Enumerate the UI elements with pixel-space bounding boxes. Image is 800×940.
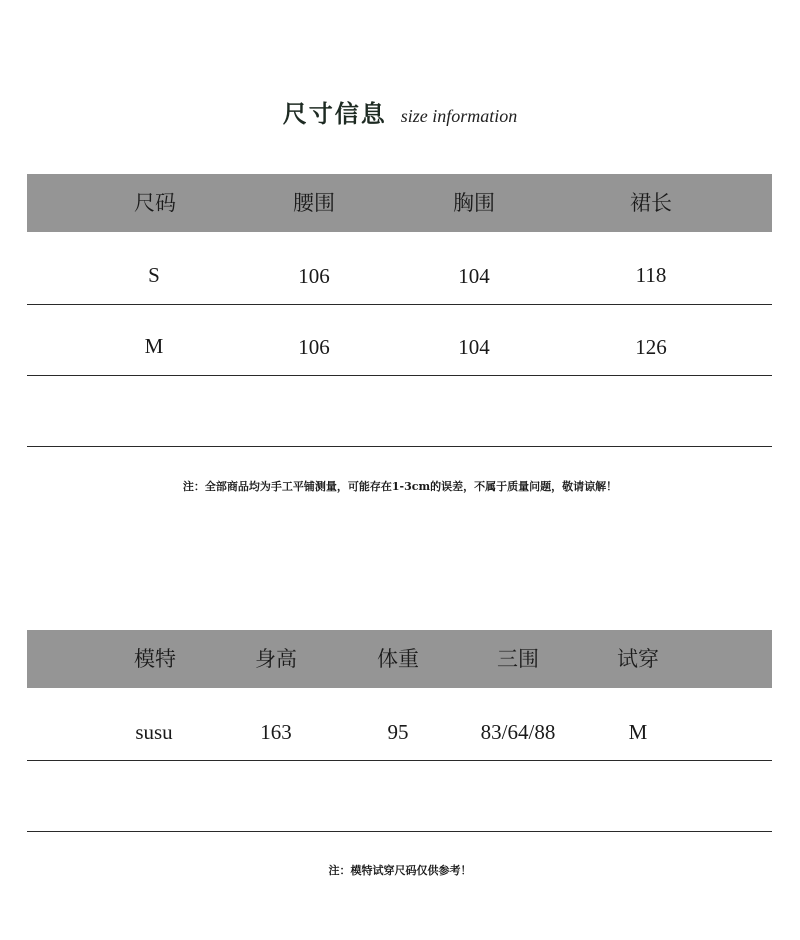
model-header-cell: 体重 — [377, 647, 419, 671]
size-cell: S — [148, 263, 160, 287]
size-header-cell: 腰围 — [293, 191, 335, 215]
model-cell: susu — [135, 720, 173, 744]
model-header-cell: 模特 — [134, 647, 176, 671]
size-cell: 106 — [298, 335, 330, 359]
size-note: 注：全部商品均为手工平铺测量，可能存在1-3cm的误差，不属于质量问题，敬请谅解！ — [182, 480, 618, 493]
size-cell: 126 — [635, 335, 667, 359]
model-cell: 83/64/88 — [480, 720, 556, 744]
size-cell: 106 — [298, 264, 330, 288]
size-cell: 104 — [458, 264, 490, 288]
model-header-cell: 试穿 — [617, 647, 659, 671]
size-table-row — [27, 234, 772, 305]
page-title — [0, 94, 800, 129]
model-cell: 163 — [260, 720, 292, 744]
model-cell: 95 — [387, 720, 409, 744]
model-header-cell: 身高 — [255, 647, 297, 671]
model-table-header — [27, 630, 772, 688]
size-table-empty-row — [27, 376, 772, 447]
title-english: size information — [400, 106, 518, 126]
model-table-row — [27, 690, 772, 761]
size-cell: 118 — [635, 263, 667, 287]
model-table-empty-row — [27, 761, 772, 832]
size-header-cell: 尺码 — [134, 191, 176, 215]
model-cell: M — [628, 720, 648, 744]
size-cell: 104 — [458, 335, 490, 359]
title-chinese: 尺寸信息 — [282, 99, 387, 128]
model-header-cell: 三围 — [497, 647, 539, 671]
size-table-header — [27, 174, 772, 232]
model-note: 注：模特试穿尺码仅供参考！ — [328, 864, 472, 877]
size-table-row — [27, 305, 772, 376]
size-cell: M — [144, 334, 164, 358]
size-header-cell: 胸围 — [453, 191, 495, 215]
size-header-cell: 裙长 — [630, 191, 672, 215]
